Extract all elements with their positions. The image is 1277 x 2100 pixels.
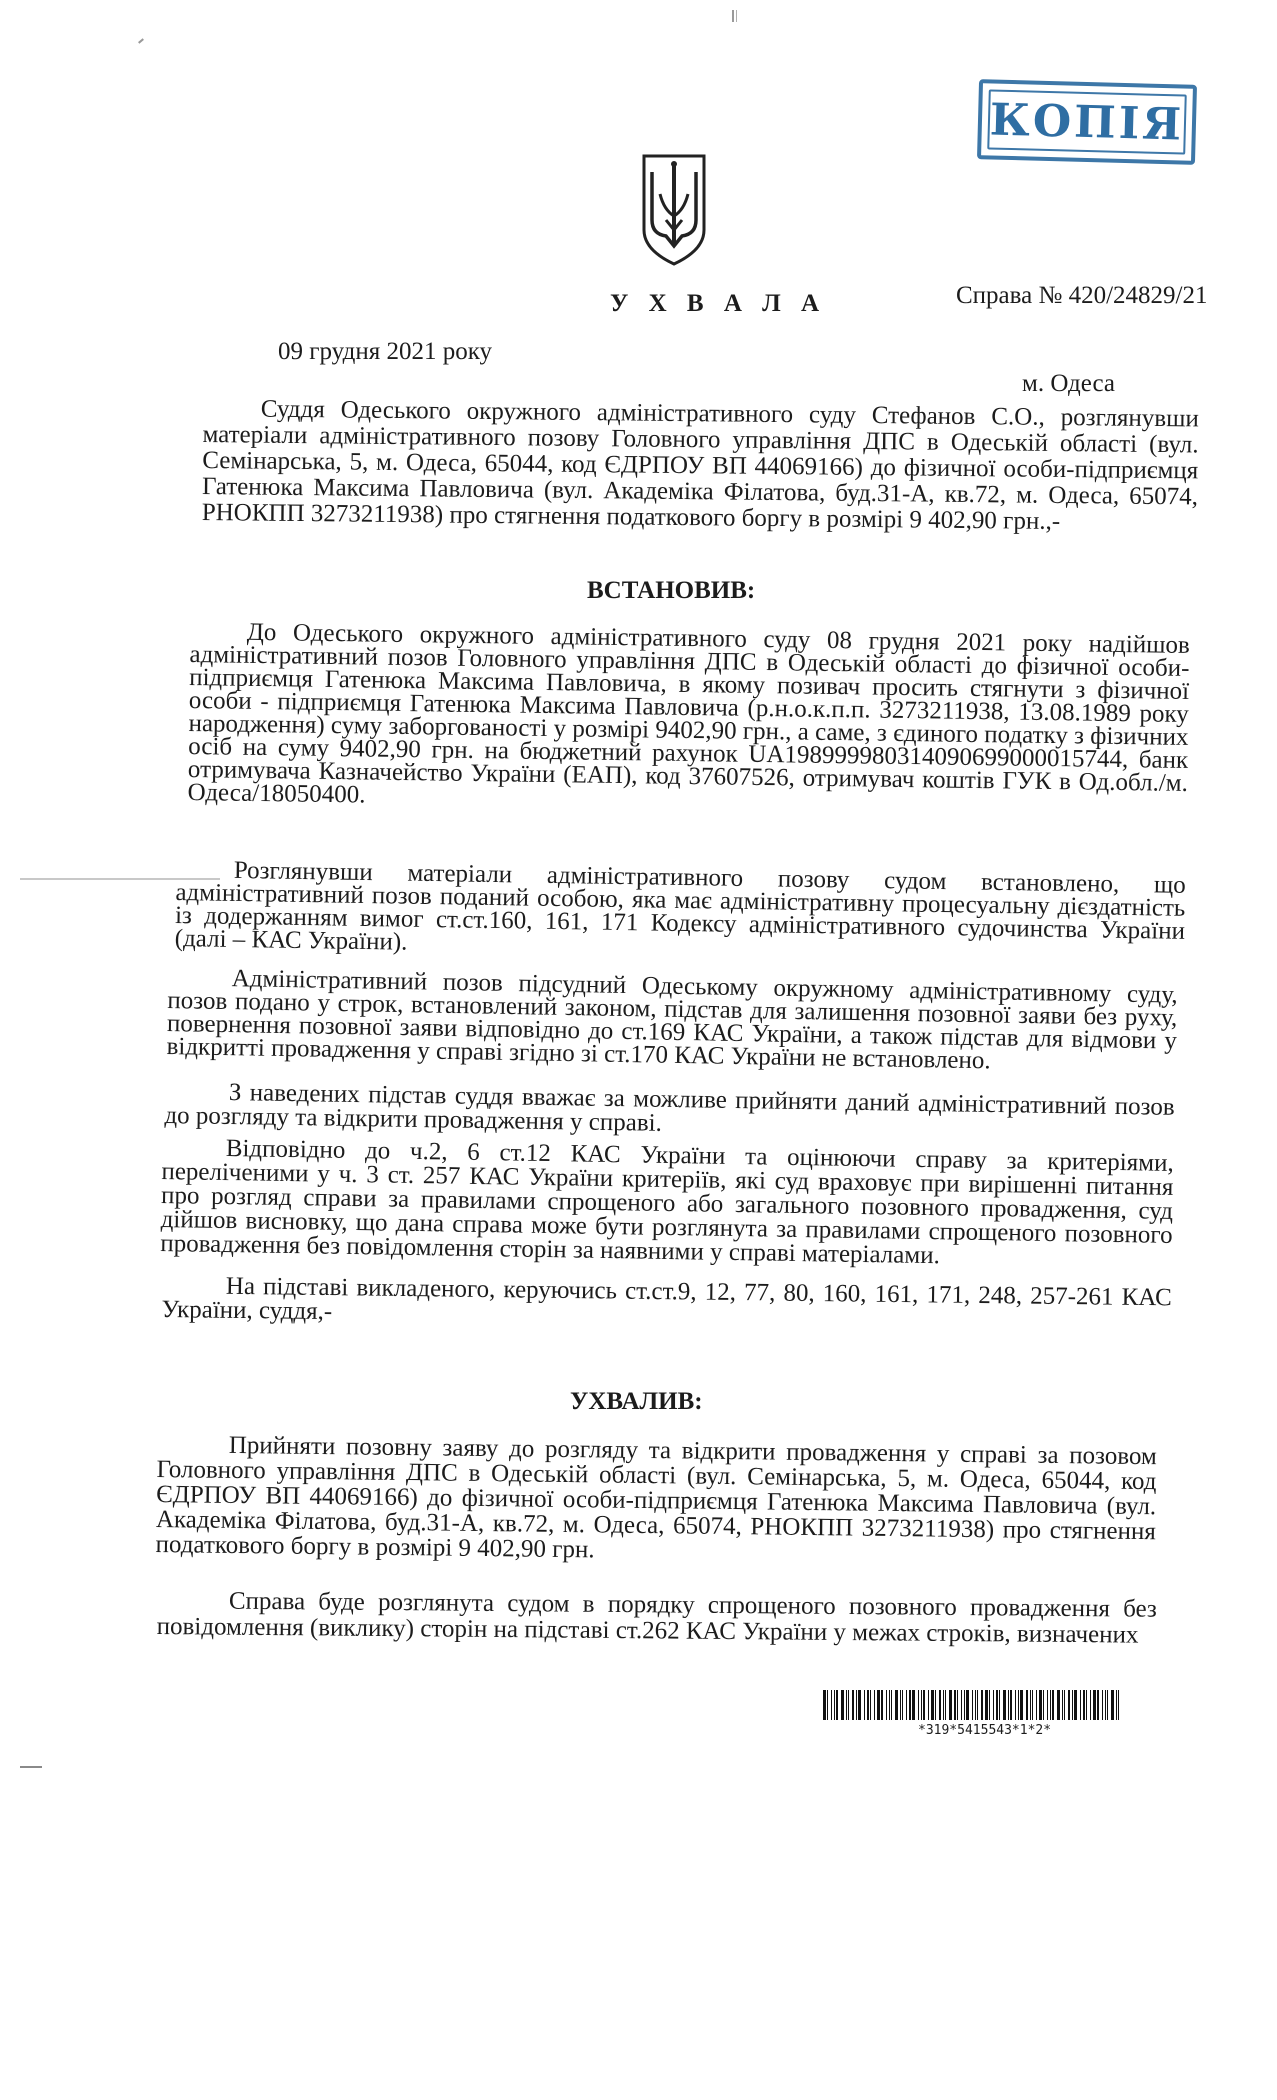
barcode-bar — [1036, 1690, 1037, 1720]
barcode-bar — [1032, 1690, 1033, 1720]
barcode-bar — [909, 1690, 911, 1720]
intro-paragraph — [202, 396, 1199, 536]
barcode-bar — [902, 1690, 903, 1720]
barcode-bar — [981, 1690, 983, 1720]
barcode-bar — [1068, 1690, 1070, 1720]
barcode-bar — [867, 1690, 869, 1720]
barcode-bar — [895, 1690, 898, 1720]
section-established-title: ВСТАНОВИВ: — [587, 577, 756, 604]
barcode-bar — [1111, 1690, 1114, 1720]
barcode-bar — [996, 1690, 998, 1720]
barcode-bar — [1080, 1690, 1081, 1720]
barcode-bar — [1026, 1690, 1028, 1720]
barcode-bar — [1052, 1690, 1054, 1720]
barcode-bar — [1102, 1690, 1103, 1720]
barcode-bar — [1062, 1690, 1063, 1720]
barcode-bar — [1020, 1690, 1023, 1720]
barcode-bar — [945, 1690, 946, 1720]
established-text-4: З наведених підстав суддя вважає за можливе прийняти даний адміністративний позов до розгляду та відкрити провадження у справі. — [164, 1079, 1175, 1137]
barcode-bar — [966, 1690, 969, 1720]
decided-paragraph-2 — [157, 1588, 1157, 1649]
barcode-bar — [864, 1690, 865, 1720]
established-paragraph-1 — [187, 620, 1189, 818]
established-text-5: Відповідно до ч.2, 6 ст.12 КАС України та оцінюючи справу за критеріями, переліченими у ч. 3 ст. 257 КАС України критеріїв, які суд враховує при вирішенні питання про розгляд справи за правилами спрощеного або загального позовного провадження, суд дійшов висновку, що дана справа може бути розглянута за правилами спрощеного позовного провадження без повідомлення сторін за наявними у справі матеріалами. — [160, 1135, 1174, 1270]
barcode-bar — [1083, 1690, 1085, 1720]
scan-mark — [138, 38, 144, 43]
stamp-label: КОПІЯ — [989, 93, 1185, 151]
coat-of-arms-icon — [638, 150, 710, 268]
barcode-bar — [961, 1690, 962, 1720]
barcode-bar — [931, 1690, 934, 1720]
barcode-bar — [954, 1690, 956, 1720]
barcode-bar — [881, 1690, 883, 1720]
barcode-bar — [1039, 1690, 1042, 1720]
barcode-bar — [836, 1690, 838, 1720]
barcode-bar — [823, 1690, 826, 1720]
barcode-bar — [1030, 1690, 1031, 1720]
barcode-bar — [1107, 1690, 1108, 1720]
barcode-bar — [900, 1690, 901, 1720]
barcode-bar — [846, 1690, 847, 1720]
decided-text-1: Прийняти позовну заяву до розгляду та відкрити провадження у справі за позовом Головного управління ДПС в Одеській області (вул. Семінарська, 5, м. Одеса, 65044, код ЄДРПОУ ВП 44069166) до фізичної особи-підприємця Гатенюка Максима Павловича (вул. Академіка Філатова, буд.31-А, кв.72, м. Одеса, 65074, РНОКПП 3273211938) про стягнення податкового боргу в розмірі 9 402,90 грн. — [155, 1431, 1157, 1564]
barcode-bar — [1090, 1690, 1091, 1720]
established-text-1: До Одеського окружного адміністративного суду 08 грудня 2021 року надійшов адміністративний позов Головного управління ДПС в Одеській області до фізичної особи-підприємця Гатенюка Максима Павловича, в якому позивач просить стягнути з фізичної особи - підприємця Гатенюка Максима Павловича (р.н.о.к.п.п. 3273211938, 13.08.1989 року народження) суму заборгованості у розмірі 9402,90 грн., а саме, з єдиного податку з фізичних осіб на суму 9402,90 грн. на бюджетний рахунок UA198999980314090699000015744, банк отримувача Казначейство України (ЕАП), код 37607526, отримувач коштів ГУК в Од.обл./м. Одеса/18050400. — [187, 618, 1190, 809]
barcode-bar — [1097, 1690, 1099, 1720]
barcode-bar — [999, 1690, 1000, 1720]
established-text-3: Адміністративний позов підсудний Одеському окружному адміністративному суду, позов подано у строк, встановлений законом, підстав для залишення позовної заяви без руху, повернення позовної заяви відповідно до ст.169 КАС України, а також підстав для відмови у відкритті провадження у справі згідно зі ст.170 КАС України не встановлено. — [166, 965, 1178, 1075]
barcode-bar — [877, 1690, 880, 1720]
barcode-bar — [993, 1690, 994, 1720]
barcode-bar — [858, 1690, 861, 1720]
case-number: Справа № 420/24829/21 — [956, 282, 1208, 309]
barcode-bar — [964, 1690, 965, 1720]
barcode-bar — [856, 1690, 857, 1720]
scan-mark — [732, 10, 734, 22]
barcode-bar — [870, 1690, 871, 1720]
barcode-bar — [943, 1690, 944, 1720]
barcode-bar — [1018, 1690, 1019, 1720]
barcode-bar — [1010, 1690, 1012, 1720]
barcode-bar — [972, 1690, 973, 1720]
barcode-bar — [1050, 1690, 1051, 1720]
barcode-bar — [906, 1690, 907, 1720]
barcode-bar — [1074, 1690, 1077, 1720]
barcode-bar — [1043, 1690, 1044, 1720]
barcode-bar — [975, 1690, 976, 1720]
established-paragraph-3 — [166, 966, 1177, 1076]
barcode-bar — [834, 1690, 835, 1720]
barcode-bar — [891, 1690, 892, 1720]
barcode-bar — [1008, 1690, 1009, 1720]
barcode-bar — [1105, 1690, 1106, 1720]
barcode-bar — [848, 1690, 849, 1720]
document-title: У Х В А Л А — [610, 290, 827, 317]
barcode-bar — [841, 1690, 844, 1720]
decided-text-2: Справа буде розглянута судом в порядку спрощеного позовного провадження без повідомлення (виклику) сторін на підставі ст.262 КАС України у межах строків, визначених — [156, 1587, 1157, 1649]
barcode-bar — [1072, 1690, 1073, 1720]
barcode-bar — [989, 1690, 990, 1720]
established-paragraph-6 — [161, 1274, 1172, 1334]
barcode-bar — [935, 1690, 936, 1720]
barcode-bar — [921, 1690, 922, 1720]
barcode-bar — [957, 1690, 958, 1720]
established-paragraph-5 — [160, 1136, 1174, 1272]
barcode-bar — [977, 1690, 978, 1720]
barcode-bar — [1116, 1690, 1117, 1720]
barcode-bar — [912, 1690, 915, 1720]
established-paragraph-4 — [164, 1080, 1175, 1144]
established-paragraph-2 — [175, 858, 1186, 966]
barcode-bar — [874, 1690, 875, 1720]
barcode-bar — [1003, 1690, 1006, 1720]
barcode-bar — [831, 1690, 832, 1720]
barcode-bar — [1015, 1690, 1016, 1720]
barcode-bar — [886, 1690, 887, 1720]
barcode-bar — [1057, 1690, 1060, 1720]
barcode-bar — [1064, 1690, 1065, 1720]
section-decided-title: УХВАЛИВ: — [570, 1388, 703, 1415]
decided-paragraph-1 — [155, 1432, 1156, 1569]
barcode-bar — [852, 1690, 854, 1720]
barcode-bar — [939, 1690, 941, 1720]
scan-mark — [736, 10, 737, 22]
barcode-bar — [1086, 1690, 1087, 1720]
barcode-bar — [1047, 1690, 1048, 1720]
barcode-bar — [985, 1690, 988, 1720]
barcode-bar — [827, 1690, 828, 1720]
copy-stamp — [977, 79, 1197, 165]
scan-mark — [20, 1766, 42, 1768]
intro-text: Суддя Одеського окружного адміністративного суду Стефанов С.О., розглянувши матеріали адміністративного позову Головного управління ДПС в Одеській області (вул. Семінарська, 5, м. Одеса, 65044, код ЄДРПОУ ВП 44069166) до фізичної особи-підприємця Гатенюка Максима Павловича (вул. Академіка Філатова, буд.31-А, кв.72, м. Одеса, 65074, РНОКПП 3273211938) про стягнення податкового боргу в розмірі 9 402,90 грн.,- — [201, 395, 1199, 535]
barcode-bar — [949, 1690, 952, 1720]
barcode-bar — [928, 1690, 929, 1720]
established-text-6: На підставі викладеного, керуючись ст.ст.9, 12, 77, 80, 160, 161, 171, 248, 257-261 КАС України, суддя,- — [161, 1272, 1172, 1326]
established-text-2: Розглянувши матеріали адміністративного позову судом встановлено, що адміністративний позов поданий особою, яка має адміністративну процесуальну дієздатність із додержанням вимог ст.ст.160, 161, 171 Кодексу адміністративного судочинства України (далі – КАС України). — [174, 856, 1186, 956]
barcode-number: *319*5415543*1*2* — [918, 1723, 1052, 1738]
document-date: 09 грудня 2021 року — [278, 338, 492, 365]
barcode-bar — [889, 1690, 890, 1720]
barcode-bar — [1093, 1690, 1096, 1720]
barcode-bar — [923, 1690, 925, 1720]
document-city: м. Одеса — [1022, 370, 1115, 397]
barcode-bar — [918, 1690, 919, 1720]
barcode-bar — [1118, 1690, 1119, 1720]
